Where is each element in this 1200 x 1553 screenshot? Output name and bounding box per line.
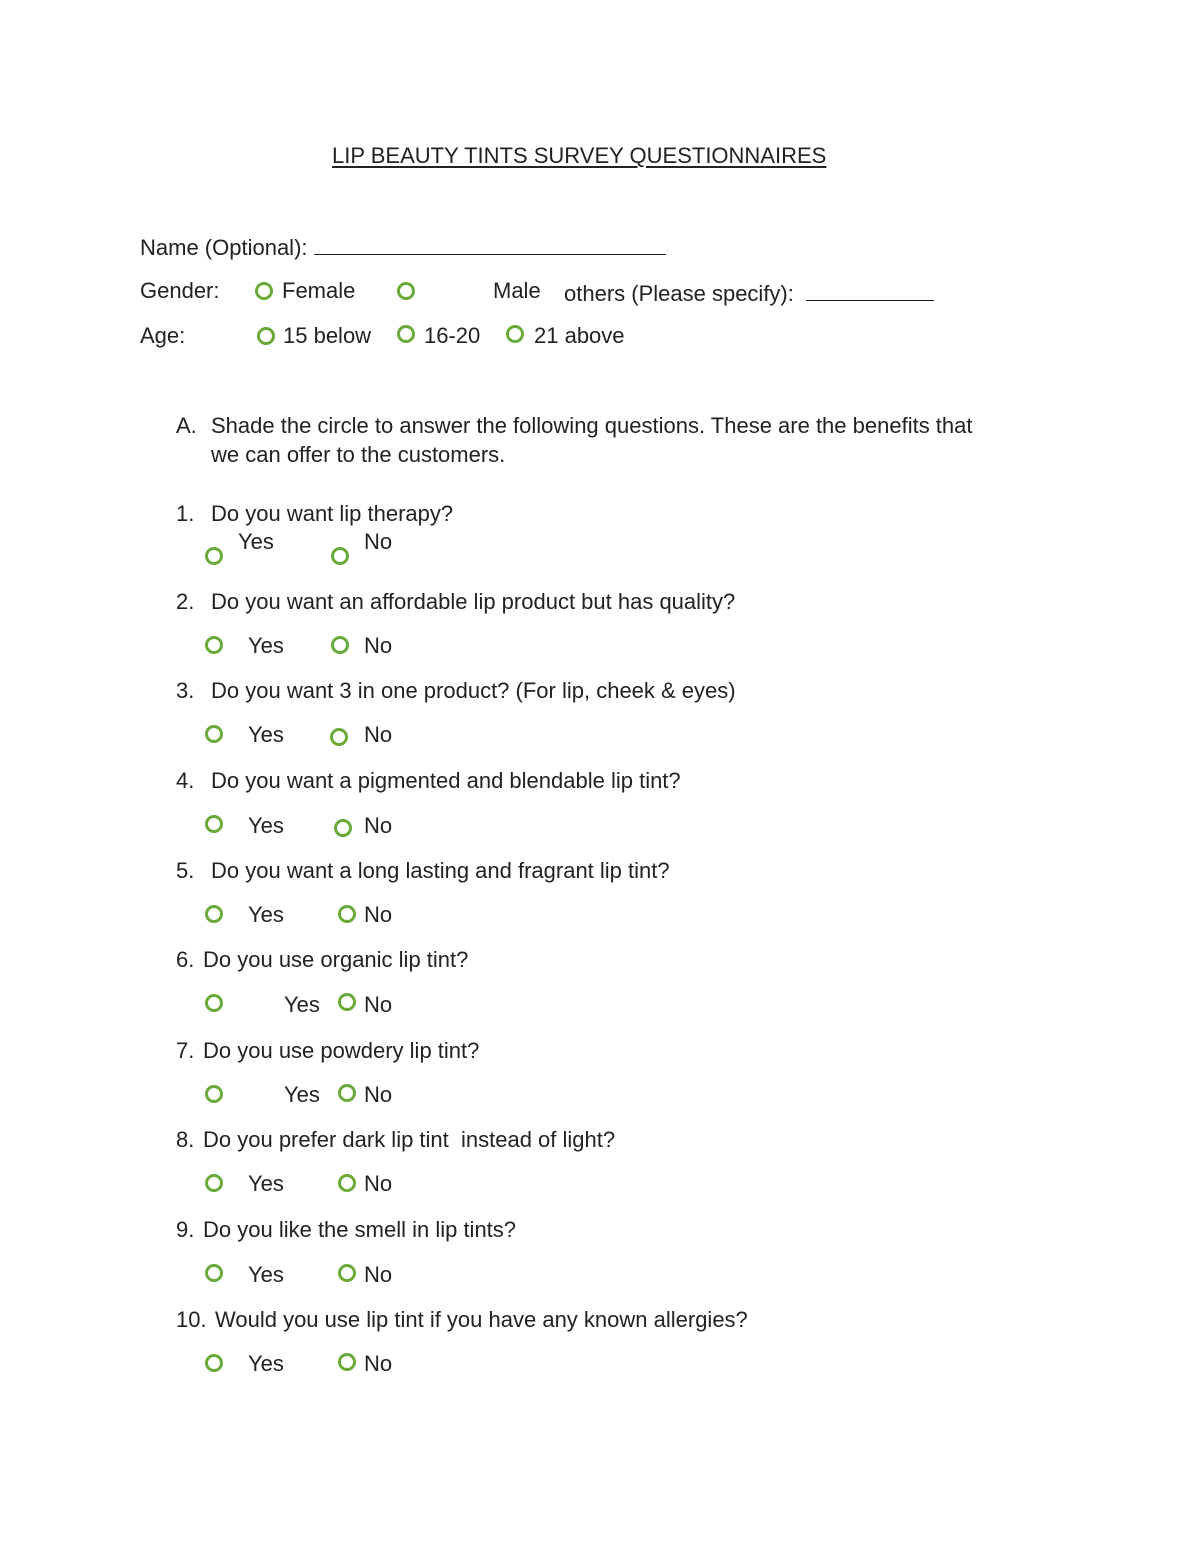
q6-no-label: No <box>364 992 393 1017</box>
q1-yes-label: Yes <box>238 529 274 554</box>
q8-yes-label: Yes <box>248 1171 284 1196</box>
age-16-20-label: 16-20 <box>424 323 481 348</box>
q6-yes-radio[interactable] <box>205 994 223 1012</box>
gender-other-row <box>564 280 934 305</box>
question-7-number: 7. <box>176 1038 195 1063</box>
question-2-number: 2. <box>176 589 195 614</box>
q1-yes-radio[interactable] <box>205 547 223 565</box>
question-1-text: Do you want lip therapy? <box>211 501 454 526</box>
q9-no-radio[interactable] <box>338 1264 356 1282</box>
age-15-below-radio[interactable] <box>257 327 275 345</box>
question-7-text: Do you use powdery lip tint? <box>203 1038 480 1063</box>
gender-label: Gender: <box>140 278 220 303</box>
q1-no-radio[interactable] <box>331 547 349 565</box>
question-9-number: 9. <box>176 1217 195 1242</box>
q3-no-radio[interactable] <box>330 728 348 746</box>
gender-male-radio[interactable] <box>397 282 415 300</box>
q3-yes-radio[interactable] <box>205 725 223 743</box>
q3-no-label: No <box>364 722 393 747</box>
q5-no-label: No <box>364 902 393 927</box>
question-6-number: 6. <box>176 947 195 972</box>
q9-no-label: No <box>364 1262 393 1287</box>
question-1-number: 1. <box>176 501 195 526</box>
section-a-instructions-line2: we can offer to the customers. <box>211 442 506 467</box>
age-21-above-radio[interactable] <box>506 325 524 343</box>
q2-yes-radio[interactable] <box>205 636 223 654</box>
q5-yes-label: Yes <box>248 902 284 927</box>
q2-no-label: No <box>364 633 393 658</box>
age-label: Age: <box>140 323 186 348</box>
age-15-below-label: 15 below <box>283 323 372 348</box>
question-5-number: 5. <box>176 858 195 883</box>
gender-female-label: Female <box>282 278 356 303</box>
question-4-text: Do you want a pigmented and blendable lip tint? <box>211 768 681 793</box>
question-8-text: Do you prefer dark lip tint instead of light? <box>203 1127 616 1152</box>
q6-yes-label: Yes <box>284 992 320 1017</box>
q8-yes-radio[interactable] <box>205 1174 223 1192</box>
gender-other-field[interactable] <box>806 280 934 301</box>
section-a-instructions-line1: Shade the circle to answer the following questions. These are the benefits that <box>211 413 973 438</box>
q4-no-radio[interactable] <box>334 819 352 837</box>
q7-yes-radio[interactable] <box>205 1085 223 1103</box>
q2-no-radio[interactable] <box>331 636 349 654</box>
name-field[interactable] <box>314 234 666 255</box>
name-row <box>140 234 666 259</box>
page-title: LIP BEAUTY TINTS SURVEY QUESTIONNAIRES <box>332 143 827 168</box>
gender-male-label: Male <box>493 278 541 303</box>
q4-no-label: No <box>364 813 393 838</box>
question-3-number: 3. <box>176 678 195 703</box>
question-4-number: 4. <box>176 768 195 793</box>
q10-no-radio[interactable] <box>338 1353 356 1371</box>
q9-yes-radio[interactable] <box>205 1264 223 1282</box>
name-label: Name (Optional): <box>140 235 308 260</box>
q3-yes-label: Yes <box>248 722 284 747</box>
question-10-text: Would you use lip tint if you have any known allergies? <box>215 1307 748 1332</box>
q5-no-radio[interactable] <box>338 905 356 923</box>
q8-no-radio[interactable] <box>338 1174 356 1192</box>
q8-no-label: No <box>364 1171 393 1196</box>
q10-yes-label: Yes <box>248 1351 284 1376</box>
q2-yes-label: Yes <box>248 633 284 658</box>
question-8-number: 8. <box>176 1127 195 1152</box>
question-10-number: 10. <box>176 1307 207 1332</box>
q10-no-label: No <box>364 1351 393 1376</box>
age-21-above-label: 21 above <box>534 323 625 348</box>
q4-yes-radio[interactable] <box>205 815 223 833</box>
q5-yes-radio[interactable] <box>205 905 223 923</box>
q7-yes-label: Yes <box>284 1082 320 1107</box>
q7-no-radio[interactable] <box>338 1084 356 1102</box>
question-5-text: Do you want a long lasting and fragrant lip tint? <box>211 858 670 883</box>
question-3-text: Do you want 3 in one product? (For lip, cheek & eyes) <box>211 678 736 703</box>
q10-yes-radio[interactable] <box>205 1354 223 1372</box>
section-a-marker: A. <box>176 413 197 438</box>
q1-no-label: No <box>364 529 393 554</box>
gender-other-label: others (Please specify): <box>564 281 794 306</box>
q4-yes-label: Yes <box>248 813 284 838</box>
age-16-20-radio[interactable] <box>397 325 415 343</box>
q7-no-label: No <box>364 1082 393 1107</box>
q9-yes-label: Yes <box>248 1262 284 1287</box>
gender-female-radio[interactable] <box>255 282 273 300</box>
question-9-text: Do you like the smell in lip tints? <box>203 1217 517 1242</box>
question-2-text: Do you want an affordable lip product but has quality? <box>211 589 736 614</box>
question-6-text: Do you use organic lip tint? <box>203 947 469 972</box>
q6-no-radio[interactable] <box>338 993 356 1011</box>
